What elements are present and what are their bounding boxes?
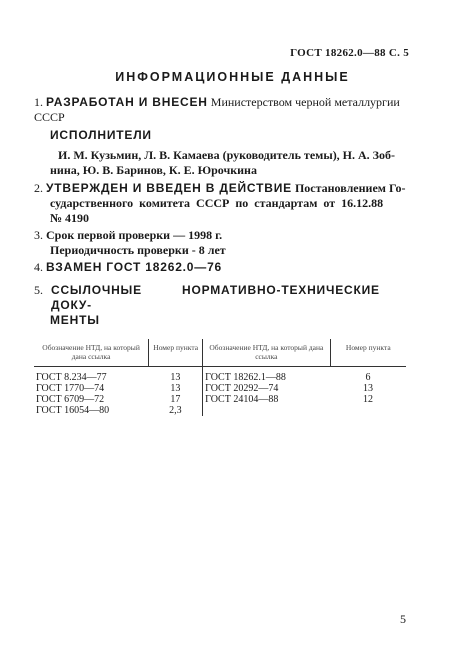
section-4-number: 4. [34,260,43,274]
section-5-heading-line-2: МЕНТЫ [50,313,100,327]
section-3-line-2: Периодичность проверки - 8 лет [50,243,226,257]
section-1 [34,95,419,125]
header-doc-right: Обозначение НТД, на который дана ссылка [203,339,330,367]
table-row [34,405,406,416]
table-cell-item-right: 12 [363,394,374,405]
section-2-heading: УТВЕРЖДЕН И ВВЕДЕН В ДЕЙСТВИЕ [46,181,292,195]
table-row [34,383,406,394]
performers-names-line-1: И. М. Кузьмин, Л. В. Камаева (руководитель темы), Н. А. Зоб- [58,148,396,162]
table-cell-doc-right: ГОСТ 18262.1—88 [205,372,286,383]
page-number: 5 [400,612,406,626]
table-cell-doc-right [203,405,330,416]
table-cell-item-right [330,405,406,416]
section-5-number: 5. [34,283,43,297]
table-cell-doc-left: ГОСТ 8.234—77 [36,372,107,383]
performers-names [50,148,423,178]
table-cell-item-left: 13 [149,383,203,394]
section-4-heading: ВЗАМЕН ГОСТ 18262.0—76 [46,260,223,274]
section-2-text-line-1: Постановлением Го- [294,181,406,195]
section-4 [34,260,419,275]
table-cell-item-right: 6 [365,372,371,383]
section-2-text-line-3: № 4190 [50,211,90,225]
table-row [34,367,406,384]
table-row [34,394,406,405]
header-item-left: Номер пункта [149,339,203,367]
section-2 [34,181,419,226]
section-3-number: 3. [34,228,43,242]
section-1-heading: РАЗРАБОТАН И ВНЕСЕН [46,95,208,109]
section-2-text-line-2: сударственного комитета СССР по стандартам от 16.12.88 [50,196,384,210]
table-cell-doc-right: ГОСТ 20292—74 [205,383,279,394]
references-table-header [34,339,406,367]
section-5 [34,283,419,328]
section-2-number: 2. [34,181,43,195]
page-title: ИНФОРМАЦИОННЫЕ ДАННЫЕ [115,70,350,84]
section-3-line-1: Срок первой проверки — 1998 г. [46,228,223,242]
performers-names-line-2: нина, Ю. В. Баринов, К. Е. Юрочкина [50,163,257,177]
page-header: ГОСТ 18262.0—88 С. 5 [290,47,409,59]
table-cell-item-left: 2,3 [149,405,203,416]
table-cell-doc-right: ГОСТ 24104—88 [205,394,279,405]
table-cell-item-right: 13 [363,383,374,394]
performers-heading: ИСПОЛНИТЕЛИ [50,128,152,142]
section-1-number: 1. [34,95,43,109]
table-cell-item-left: 17 [149,394,203,405]
references-table [34,339,406,416]
section-3 [34,228,419,258]
section-5-heading-line-1: ССЫЛОЧНЫЕ НОРМАТИВНО-ТЕХНИЧЕСКИЕ ДОКУ- [51,283,380,312]
table-cell-doc-left: ГОСТ 1770—74 [36,383,105,394]
table-cell-doc-left: ГОСТ 6709—72 [36,394,105,405]
section-1-text: Министерством черной металлургии СССР [34,95,400,124]
table-cell-item-left: 13 [149,367,203,384]
table-cell-doc-left: ГОСТ 16054—80 [36,405,110,416]
header-item-right: Номер пункта [330,339,406,367]
header-doc-left: Обозначение НТД, на который дана ссылка [34,339,149,367]
